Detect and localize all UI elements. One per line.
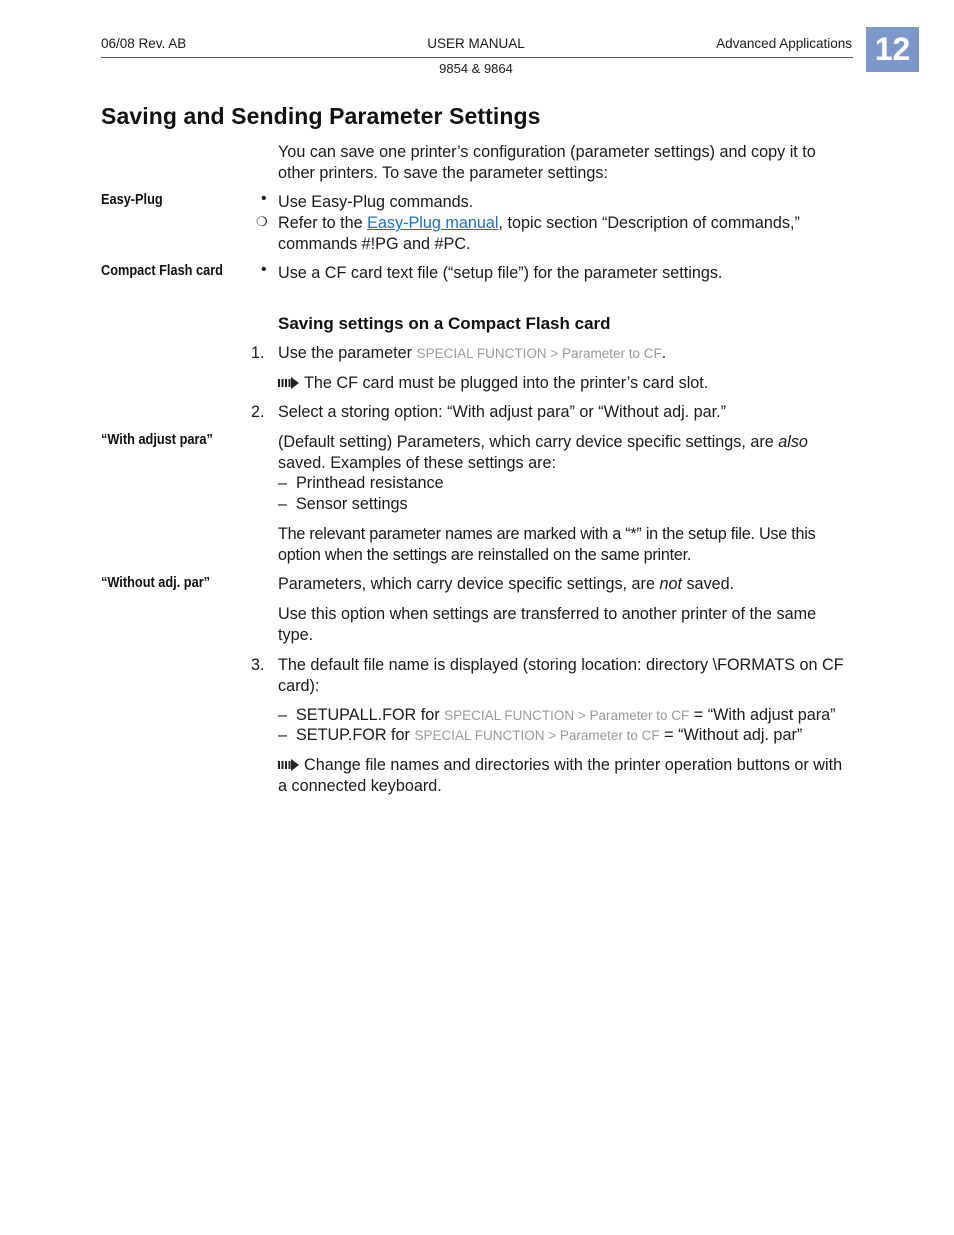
step-3-text: The default file name is displayed (storing location: directory \FORMATS on CF card): bbox=[278, 656, 844, 695]
bullet-icon: • bbox=[261, 261, 267, 278]
note-2-text: Change file names and directories with the printer operation buttons or with a connected keyboard. bbox=[278, 756, 843, 795]
item-text: Sensor settings bbox=[296, 495, 408, 513]
chapter-number-badge: 12 bbox=[866, 27, 919, 72]
menu-path-parameter-to-cf: SPECIAL FUNCTION > Parameter to CF bbox=[416, 346, 662, 361]
side-label-without-adj-par: “Without adj. par” bbox=[101, 575, 211, 591]
section-title-compact-flash: Saving settings on a Compact Flash card bbox=[278, 314, 611, 333]
step-2-text: Select a storing option: “With adjust para” or “Without adj. par.” bbox=[278, 403, 727, 421]
note-2 bbox=[278, 755, 854, 796]
header-section: Advanced Applications bbox=[716, 36, 852, 51]
dash: – bbox=[278, 706, 288, 724]
without-pre: Parameters, which carry device specific settings, are bbox=[278, 575, 660, 593]
file-2-pre: SETUP.FOR for bbox=[296, 726, 415, 744]
without-adj-description bbox=[278, 574, 854, 595]
intro-paragraph: You can save one printer’s configuration (parameter settings) and copy it to other printers. To save the parameter settings: bbox=[278, 143, 816, 182]
step-number-1: 1. bbox=[251, 344, 265, 362]
item-text: Printhead resistance bbox=[296, 474, 444, 492]
step-1-pre: Use the parameter bbox=[278, 344, 417, 362]
header-revision: 06/08 Rev. AB bbox=[101, 36, 187, 51]
note-1 bbox=[278, 373, 854, 394]
side-label-compact-flash: Compact Flash card bbox=[101, 263, 223, 279]
step-number-3: 3. bbox=[251, 656, 265, 674]
with-emphasis: also bbox=[778, 433, 808, 451]
file-1-pre: SETUPALL.FOR for bbox=[296, 706, 445, 724]
note-arrow-icon bbox=[278, 377, 300, 389]
with-item-1 bbox=[278, 473, 854, 494]
without-emphasis: not bbox=[659, 575, 682, 593]
easy-plug-reference bbox=[278, 213, 854, 254]
cf-bullet: Use a CF card text file (“setup file”) for the parameter settings. bbox=[278, 264, 723, 282]
dash: – bbox=[278, 495, 288, 513]
circle-bullet-icon: ❍ bbox=[256, 214, 268, 229]
file-name-setup bbox=[278, 725, 878, 747]
menu-path-parameter-to-cf: SPECIAL FUNCTION > Parameter to CF bbox=[414, 728, 660, 743]
with-adjust-paragraph: The relevant parameter names are marked with a “*” in the setup file. Use this option when the settings are reinstalled on the same printer. bbox=[278, 525, 816, 564]
step-1-text bbox=[278, 343, 854, 365]
header-manual: USER MANUAL bbox=[427, 36, 525, 51]
note-1-text: The CF card must be plugged into the printer’s card slot. bbox=[304, 374, 709, 392]
file-2-post: = “Without adj. par” bbox=[659, 726, 803, 744]
with-item-2 bbox=[278, 494, 854, 515]
with-post: saved. Examples of these settings are: bbox=[278, 453, 557, 472]
with-adjust-description bbox=[278, 432, 854, 473]
refer-text-post: , topic section “Description of commands,” commands #!PG and #PC. bbox=[278, 214, 800, 253]
page-title: Saving and Sending Parameter Settings bbox=[101, 103, 541, 129]
without-post: saved. bbox=[681, 575, 735, 593]
with-pre: (Default setting) Parameters, which carry device specific settings, are bbox=[278, 433, 779, 451]
easy-plug-bullet: Use Easy-Plug commands. bbox=[278, 193, 474, 211]
header-rule bbox=[101, 57, 853, 58]
menu-path-parameter-to-cf: SPECIAL FUNCTION > Parameter to CF bbox=[444, 708, 690, 723]
side-label-with-adjust-para: “With adjust para” bbox=[101, 432, 213, 448]
file-name-setupall bbox=[278, 705, 878, 727]
note-arrow-icon bbox=[278, 759, 300, 771]
header-model: 9854 & 9864 bbox=[439, 61, 513, 76]
dash: – bbox=[278, 726, 288, 744]
file-1-post: = “With adjust para” bbox=[689, 706, 836, 724]
bullet-icon: • bbox=[261, 190, 267, 207]
refer-text: Refer to the bbox=[278, 214, 368, 232]
dash: – bbox=[278, 474, 288, 492]
side-label-easy-plug: Easy-Plug bbox=[101, 192, 163, 208]
without-adj-paragraph: Use this option when settings are transferred to another printer of the same type. bbox=[278, 605, 817, 644]
step-number-2: 2. bbox=[251, 403, 265, 421]
easy-plug-manual-link[interactable]: Easy-Plug manual bbox=[367, 214, 499, 232]
step-1-post: . bbox=[661, 344, 667, 362]
